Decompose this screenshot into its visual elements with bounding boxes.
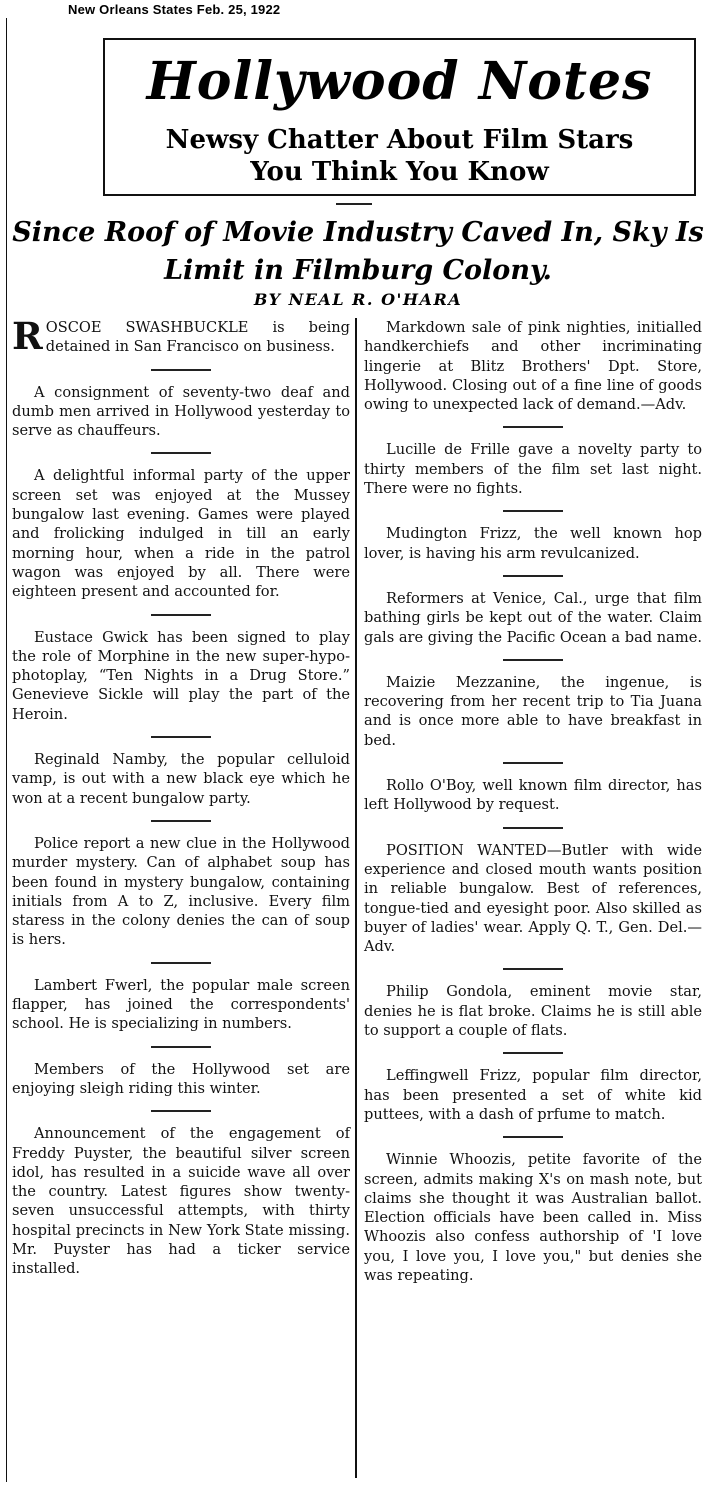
deck-line-1: Since Roof of Movie Industry Caved In, Sky Is (12, 217, 704, 248)
news-item: Lucille de Frille gave a novelty party to thirty members of the film set last night. There were no fights. (364, 441, 702, 498)
item-divider (151, 1046, 211, 1048)
news-item: Markdown sale of pink nighties, initialled handkerchiefs and other incriminating lingerie at Blitz Brothers' Dpt. Store, Hollywood. Closing out of a fine line of goods owing to unexpected lack of demand.—Adv. (364, 319, 702, 414)
subheadline (103, 124, 696, 188)
item-divider (151, 614, 211, 616)
news-item: POSITION WANTED—Butler with wide experience and closed mouth wants position in reliable bungalow. Best of references, tongue-tied and eyesight poor. Also skilled as buyer of ladies' wear. Apply Q. T., Gen. Del.—Adv. (364, 841, 702, 956)
news-item: Leffingwell Frizz, popular film director, has been presented a set of white kid puttees, with a dash of prfume to match. (364, 1067, 702, 1123)
drop-cap: R (12, 314, 43, 358)
item-divider (151, 820, 211, 822)
news-item: Maizie Mezzanine, the ingenue, is recovering from her recent trip to Tia Juana and is once more able to have breakfast in bed. (364, 673, 702, 749)
news-item: Police report a new clue in the Hollywood murder mystery. Can of alphabet soup has been found in mystery bungalow, containing initials from A to Z, inclusive. Every film staress in the colony denies the can of soup is hers. (12, 834, 350, 949)
item-divider (151, 1110, 211, 1112)
news-item: Announcement of the engagement of Freddy Puyster, the beautiful silver screen idol, has resulted in a suicide wave all over the country. Latest figures show twenty-seven unsuccessful attempts, with thirty hospital precincts in New York State missing. Mr. Puyster has had a ticker service installed. (12, 1125, 350, 1278)
deck-line-2: Limit in Filmburg Colony. (164, 255, 552, 286)
subhead-line-2: You Think You Know (250, 157, 549, 187)
news-item: A consignment of seventy-two deaf and dumb men arrived in Hollywood yesterday to serve as chauffeurs. (12, 383, 350, 440)
news-item: Reginald Namby, the popular celluloid vamp, is out with a new black eye which he won at a recent bungalow party. (12, 751, 350, 807)
item-divider (503, 762, 563, 764)
item-divider (503, 575, 563, 577)
item-divider (503, 968, 563, 970)
item-divider (151, 369, 211, 371)
item-divider (503, 659, 563, 661)
right-column (364, 318, 702, 1285)
subhead-line-1: Newsy Chatter About Film Stars (165, 125, 634, 155)
item-divider (503, 510, 563, 512)
news-item (12, 314, 350, 358)
news-item: Rollo O'Boy, well known film director, has left Hollywood by request. (364, 777, 702, 814)
deck-headline (8, 214, 708, 290)
news-item-text: OSCOE SWASHBUCKLE is being detained in San Francisco on business. (45, 319, 350, 356)
news-item: Philip Gondola, eminent movie star, denies he is flat broke. Claims he is still able to support a couple of flats. (364, 983, 702, 1040)
news-item: Lambert Fwerl, the popular male screen flapper, has joined the correspondents' school. He is specializing in numbers. (12, 976, 350, 1033)
column-divider (355, 318, 357, 1478)
item-divider (503, 426, 563, 428)
item-divider (503, 1052, 563, 1054)
source-line: New Orleans States Feb. 25, 1922 (68, 2, 281, 17)
deck-divider (336, 203, 372, 205)
byline: BY NEAL R. O'HARA (253, 290, 463, 309)
item-divider (151, 962, 211, 964)
news-item: Members of the Hollywood set are enjoying sleigh riding this winter. (12, 1060, 350, 1097)
item-divider (151, 736, 211, 738)
item-divider (503, 1136, 563, 1138)
masthead-title: Hollywood Notes (146, 51, 653, 112)
item-divider (151, 452, 211, 454)
news-item: Mudington Frizz, the well known hop lover, is having his arm revulcanized. (364, 525, 702, 562)
left-column (12, 314, 350, 1279)
news-item: A delightful informal party of the upper screen set was enjoyed at the Mussey bungalow last evening. Games were played and frolicking indulged in till an early morning hour, when a ride in the patrol wagon was enjoyed by all. There were eighteen present and accounted for. (12, 467, 350, 601)
news-item: Eustace Gwick has been signed to play the role of Morphine in the new super-hypo-photoplay, “Ten Nights in a Drug Store.” Genevieve Sickle will play the part of the Heroin. (12, 628, 350, 723)
news-item: Winnie Whoozis, petite favorite of the screen, admits making X's on mash note, but claims she thought it was Australian ballot. Election officials have been called in. Miss Whoozis also confess authorship of 'I love you, I love you, I love you," but denies she was repeating. (364, 1151, 702, 1284)
item-divider (503, 827, 563, 829)
news-item: Reformers at Venice, Cal., urge that film bathing girls be kept out of the water. Claim gals are giving the Pacific Ocean a bad name. (364, 589, 702, 646)
